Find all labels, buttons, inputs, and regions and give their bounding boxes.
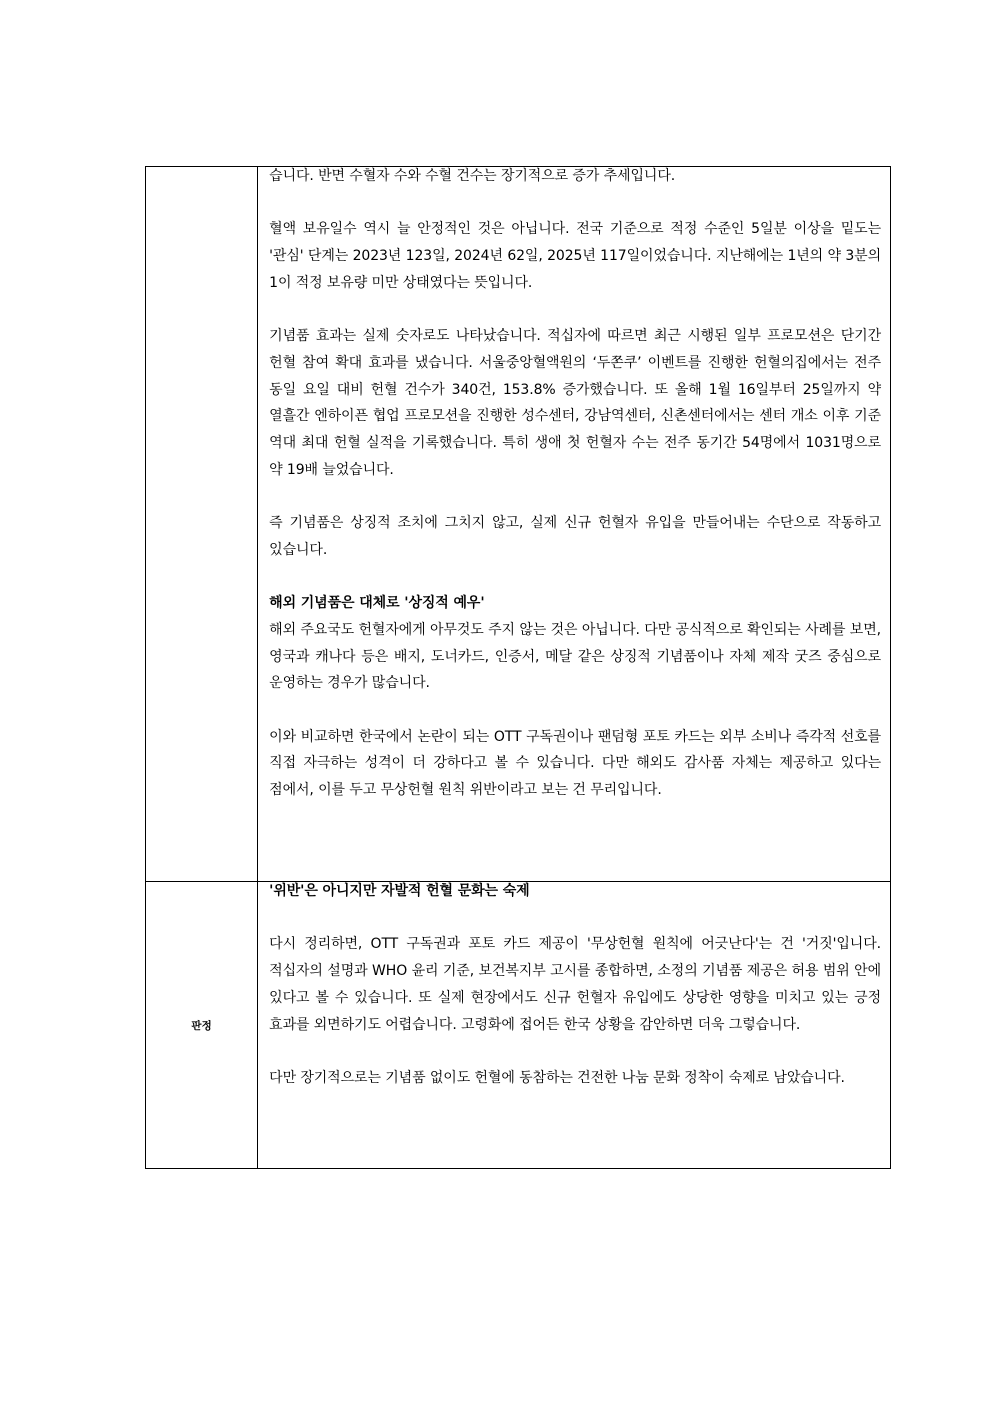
fact-check-table [145,166,891,1169]
paragraph: 혈액 보유일수 역시 늘 안정적인 것은 아닙니다. 전국 기준으로 적정 수준인 5일분 이상을 밑도는 '관심' 단계는 2023년 123일, 2024년 62일, 2025년 117일이었습니다. 지난해에는 1년의 약 3분의 1이 적정 보유량 미만 상태였다는 뜻입니다. [269,221,881,291]
paragraph: 다만 장기적으로는 기념품 없이도 헌혈에 동참하는 건전한 나눔 문화 정착이 숙제로 남았습니다. [269,1069,845,1086]
paragraph: 습니다. 반면 수혈자 수와 수혈 건수는 장기적으로 증가 추세입니다. [269,168,676,184]
paragraph: 다시 정리하면, OTT 구독권과 포토 카드 제공이 '무상헌혈 원칙에 어긋난다'는 건 '거짓'입니다. 적십자의 설명과 WHO 윤리 기준, 보건복지부 고시를 종합하면, 소정의 기념품 제공은 허용 범위 안에 있다고 볼 수 있습니다. 또 실제 현장에서도 신규 헌혈자 유입에도 상당한 영향을 미치고 있는 긍정 효과를 외면하기도 어렵습니다. 고령화에 접어든 한국 상황을 감안하면 더욱 그렇습니다. [269,936,881,1033]
row-body [258,167,891,882]
table-row [146,882,891,1169]
paragraph: 이와 비교하면 한국에서 논란이 되는 OTT 구독권이나 팬덤형 포토 카드는 외부 소비나 즉각적 선호를 직접 자극하는 성격이 더 강하다고 볼 수 있습니다. 다만 해외도 감사품 자체는 제공하고 있다는 점에서, 이를 두고 무상헌혈 원칙 위반이라고 보는 건 무리입니다. [269,728,881,799]
table-row [146,167,891,882]
row-body [258,882,891,1169]
paragraph: 해외 주요국도 헌혈자에게 아무것도 주지 않는 것은 아닙니다. 다만 공식적으로 확인되는 사례를 보면, 영국과 캐나다 등은 배지, 도너카드, 인증서, 메달 같은 상징적 기념품이나 자체 제작 굿즈 중심으로 운영하는 경우가 많습니다. [269,621,881,692]
section-heading: '위반'은 아니지만 자발적 헌혈 문화는 숙제 [269,883,530,899]
row-label [146,167,258,882]
section-heading: 해외 기념품은 대체로 '상징적 예우' [269,595,485,612]
paragraph: 기념품 효과는 실제 숫자로도 나타났습니다. 적십자에 따르면 최근 시행된 일부 프로모션은 단기간 헌혈 참여 확대 효과를 냈습니다. 서울중앙혈액원의 ‘두쫀쿠’ 이벤트를 진행한 헌혈의집에서는 전주 동일 요일 대비 헌혈 건수가 340건, 153.8% 증가했습니다. 또 올해 1월 16일부터 25일까지 약 열흘간 엔하이픈 협업 프로모션을 진행한 성수센터, 강남역센터, 신촌센터에서는 센터 개소 이후 기준 역대 최대 헌혈 실적을 기록했습니다. 특히 생애 첫 헌혈자 수는 전주 동기간 54명에서 1031명으로 약 19배 늘었습니다. [269,328,881,478]
paragraph: 즉 기념품은 상징적 조치에 그치지 않고, 실제 신규 헌혈자 유입을 만들어내는 수단으로 작동하고 있습니다. [269,515,881,558]
verdict-label: 판정 [146,882,258,1169]
